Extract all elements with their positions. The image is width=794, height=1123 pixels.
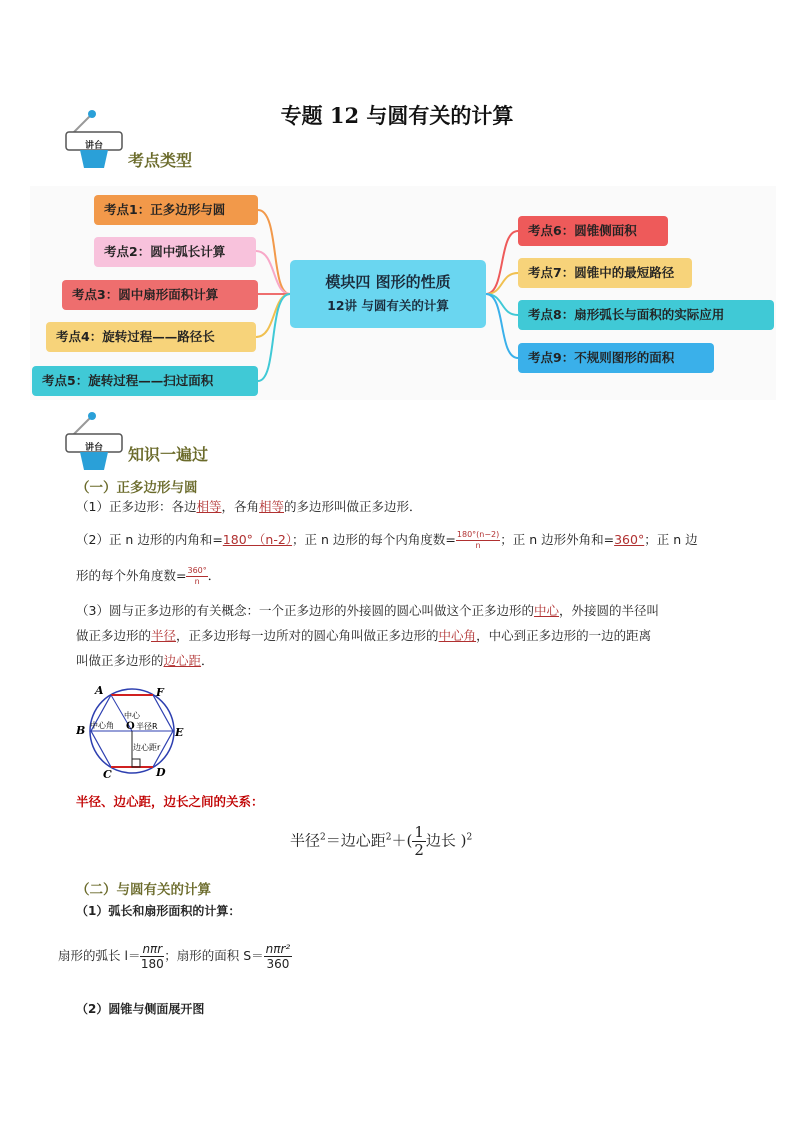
- answer-underline: 半径: [151, 628, 177, 643]
- text: 半径: [290, 831, 321, 850]
- vertex-label-f: F: [156, 686, 164, 699]
- badge-label: 讲台: [84, 141, 103, 151]
- text: ；扇形的面积 S＝: [164, 948, 264, 963]
- radius-text: 半径R: [136, 722, 158, 731]
- exterior-angle-fraction: [186, 566, 207, 587]
- part1-para3: [76, 598, 736, 673]
- text: 扇形的弧长 l＝: [58, 948, 141, 963]
- mindmap-node-left-4: 考点4：旋转过程——路径长: [46, 322, 256, 352]
- text: ＝边心距: [325, 831, 386, 850]
- part2-sub2: （2）圆锥与侧面展开图: [76, 1002, 205, 1016]
- fraction-denominator: 180: [140, 957, 164, 971]
- answer-underline: 360°: [614, 532, 645, 547]
- vertex-label-c: C: [103, 768, 112, 780]
- answer-underline: 中心: [533, 603, 559, 618]
- vertex-label-e: E: [175, 726, 184, 739]
- fraction-numerator: 360°: [187, 566, 207, 575]
- fraction-denominator: n: [194, 577, 200, 586]
- answer-underline: 相等: [259, 499, 285, 514]
- answer-underline: 180°（n-2）: [222, 532, 293, 547]
- text: （3）圆与正多边形的有关概念：一个正多边形的外接圆的圆心叫做这个正多边形的: [76, 603, 534, 618]
- superscript: 2: [385, 832, 392, 843]
- fraction-numerator: 1: [414, 823, 424, 841]
- relation-formula: [290, 824, 472, 859]
- text: 边长 ): [425, 831, 467, 850]
- mindmap-node-right-9: 考点9：不规则图形的面积: [518, 343, 714, 373]
- vertex-label-d: D: [156, 766, 166, 779]
- fraction-denominator: 360: [266, 957, 290, 971]
- center-label-o: O: [126, 721, 135, 732]
- text: ；正 n 边形外角和=: [500, 532, 615, 547]
- vertex-label-b: B: [76, 724, 86, 737]
- fraction-denominator: n: [475, 541, 481, 550]
- arc-length-fraction: [140, 942, 164, 971]
- vertex-label-a: A: [95, 684, 104, 697]
- sector-formulas: [58, 942, 292, 971]
- fraction-numerator: 180°(n−2): [456, 530, 500, 539]
- text: ，中心到正多边形的一边的距离: [476, 628, 652, 643]
- text: 做正多边形的: [76, 628, 152, 643]
- superscript: 2: [466, 832, 473, 843]
- relation-label: 半径、边心距，边长之间的关系：: [76, 794, 264, 809]
- mindmap-center-subtitle: 12讲 与圆有关的计算: [327, 298, 449, 313]
- part2-sub1: （1）弧长和扇形面积的计算：: [76, 904, 241, 918]
- fraction-denominator: 2: [414, 841, 424, 859]
- text: ，外接圆的半径叫: [558, 603, 659, 618]
- text: （1）正多边形：各边: [76, 499, 197, 514]
- mindmap-node-left-5: 考点5：旋转过程——扫过面积: [32, 366, 258, 396]
- fraction-numerator: nπr: [142, 942, 163, 956]
- mindmap-center-title: 模块四 图形的性质: [325, 273, 451, 291]
- hexagon-figure: [76, 684, 186, 780]
- part1-para2: [76, 530, 736, 551]
- fraction-numerator: nπr²: [265, 942, 291, 956]
- section-heading-knowledge: 知识一遍过: [128, 445, 209, 464]
- mindmap-node-left-1: 考点1：正多边形与圆: [94, 195, 258, 225]
- answer-underline: 边心距: [163, 653, 202, 668]
- text: ，各角: [221, 499, 259, 514]
- apothem-text: 边心距r: [133, 743, 161, 752]
- section-heading-types: 考点类型: [128, 151, 193, 170]
- page-title: 专题 12 与圆有关的计算: [280, 103, 514, 128]
- mindmap-node-right-7: 考点7：圆锥中的最短路径: [518, 258, 692, 288]
- text: ；正 n 边形的每个内角度数=: [292, 532, 456, 547]
- text: 叫做正多边形的: [76, 653, 164, 668]
- text: ；正 n 边: [644, 532, 698, 547]
- text: ．: [201, 653, 214, 668]
- answer-underline: 相等: [196, 499, 222, 514]
- part1-heading: （一）正多边形与圆: [76, 480, 198, 496]
- half-fraction: [412, 824, 426, 859]
- interior-angle-fraction: [456, 530, 500, 551]
- part1-para1: [76, 497, 422, 517]
- answer-underline: 中心角: [438, 628, 477, 643]
- sector-area-fraction: [264, 942, 293, 971]
- text: （2）正 n 边形的内角和=: [76, 532, 223, 547]
- mindmap-node-right-6: 考点6：圆锥侧面积: [518, 216, 668, 246]
- part1-para2-cont: [76, 566, 220, 587]
- mindmap-node-right-8: 考点8：扇形弧长与面积的实际应用: [518, 300, 774, 330]
- text: ．: [207, 568, 221, 583]
- superscript: 2: [320, 832, 326, 843]
- mindmap-node-left-3: 考点3：圆中扇形面积计算: [62, 280, 258, 310]
- badge-label: 讲台: [84, 443, 103, 453]
- text: ＋(: [391, 831, 413, 850]
- part2-heading: （二）与圆有关的计算: [76, 882, 211, 898]
- mindmap-node-left-2: 考点2：圆中弧长计算: [94, 237, 256, 267]
- mindmap-center-node: [290, 260, 486, 328]
- central-angle-text: 中心角: [90, 721, 114, 730]
- center-text: 中心: [124, 711, 140, 720]
- text: 形的每个外角度数=: [76, 568, 187, 583]
- text: 的多边形叫做正多边形．: [284, 499, 422, 514]
- text: ，正多边形每一边所对的圆心角叫做正多边形的: [176, 628, 439, 643]
